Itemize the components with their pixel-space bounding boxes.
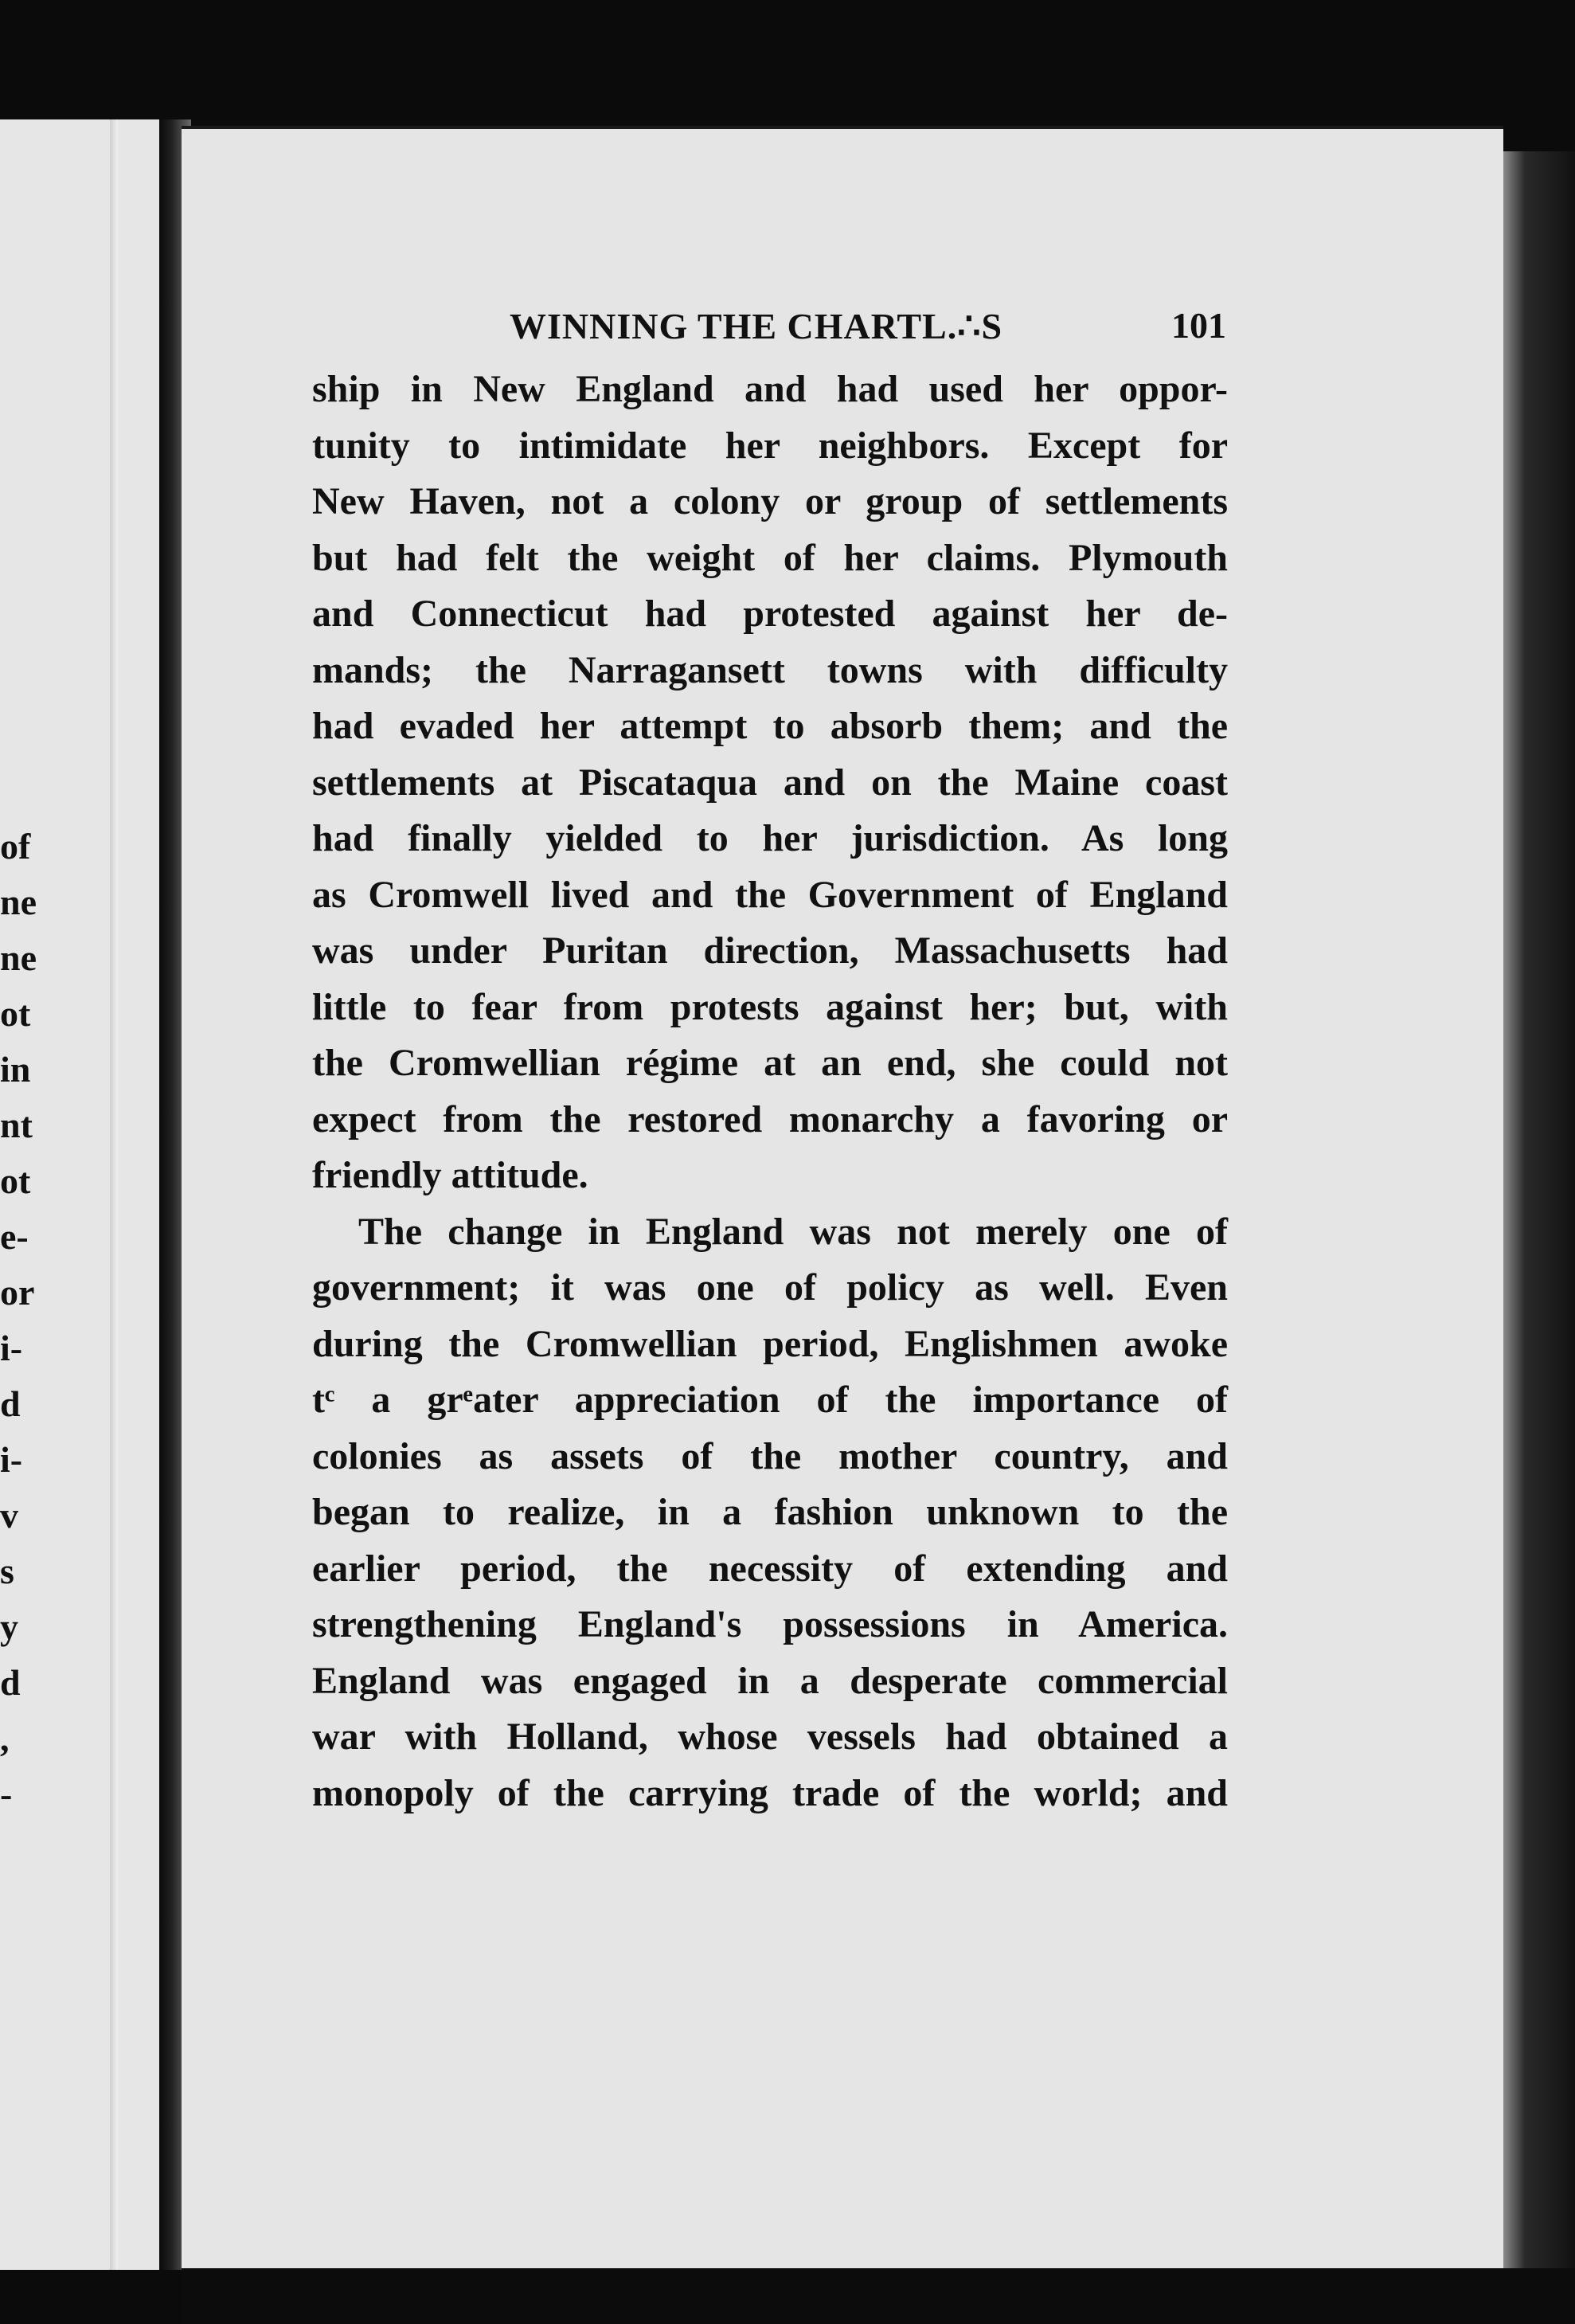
page-number: 101 bbox=[1171, 305, 1226, 346]
left-page-fragment: , bbox=[0, 1718, 10, 1759]
text-line: during the Cromwellian period, Englishmen awoke bbox=[312, 1322, 1228, 1365]
left-page-fragment: ne bbox=[0, 937, 37, 978]
left-page-fragment: ot bbox=[0, 993, 31, 1034]
left-page-fragment: i- bbox=[0, 1328, 23, 1368]
text-line: tunity to intimidate her neighbors. Except for bbox=[312, 424, 1228, 467]
left-page-fragment: e- bbox=[0, 1216, 29, 1257]
page-bottom-shadow bbox=[182, 2268, 1575, 2324]
text-line: was under Puritan direction, Massachusetts had bbox=[312, 929, 1228, 972]
text-line: colonies as assets of the mother country, and bbox=[312, 1434, 1228, 1477]
text-line: mands; the Narragansett towns with difficulty bbox=[312, 648, 1228, 691]
text-line: England was engaged in a desperate commercial bbox=[312, 1659, 1228, 1702]
left-page-fragment: d bbox=[0, 1383, 21, 1424]
text-line: monopoly of the carrying trade of the world; and bbox=[312, 1771, 1228, 1814]
text-line: strengthening England's possessions in America. bbox=[312, 1603, 1228, 1645]
left-page-fragment: d bbox=[0, 1662, 21, 1703]
running-header bbox=[510, 304, 1226, 352]
left-page-fragment: v bbox=[0, 1495, 18, 1536]
text-line: as Cromwell lived and the Government of England bbox=[312, 873, 1228, 916]
left-page-fragment: in bbox=[0, 1049, 31, 1090]
left-page-fragment: ne bbox=[0, 882, 37, 922]
left-page-fragment: of bbox=[0, 826, 31, 867]
text-line: little to fear from protests against her; but, with bbox=[312, 985, 1228, 1028]
left-page-fragment: or bbox=[0, 1272, 35, 1313]
text-line: The change in England was not merely one of bbox=[358, 1210, 1228, 1253]
left-page-fragment: y bbox=[0, 1606, 18, 1647]
text-line: war with Holland, whose vessels had obtained a bbox=[312, 1716, 1228, 1758]
text-line: but had felt the weight of her claims. Plymouth bbox=[312, 536, 1228, 579]
text-line: expect from the restored monarchy a favoring or bbox=[312, 1097, 1228, 1140]
running-head-title: WINNING THE CHARTL.∴S bbox=[510, 306, 1003, 346]
text-line: the Cromwellian régime at an end, she could not bbox=[312, 1042, 1228, 1084]
text-line: government; it was one of policy as well. Even bbox=[312, 1266, 1228, 1309]
text-line: ship in New England and had used her oppor- bbox=[312, 368, 1228, 410]
text-line: friendly attitude. bbox=[312, 1154, 588, 1196]
left-facing-page bbox=[0, 119, 164, 2270]
left-page-fragment: i- bbox=[0, 1439, 23, 1480]
text-line: had finally yielded to her jurisdiction. As long bbox=[312, 817, 1228, 859]
paragraph bbox=[312, 362, 1228, 1204]
text-line: tᶜ a grᵉater appreciation of the importance of bbox=[312, 1379, 1228, 1421]
left-page-fragment: nt bbox=[0, 1105, 33, 1145]
left-page-fragment: ot bbox=[0, 1160, 31, 1201]
text-line: New Haven, not a colony or group of settlements bbox=[312, 480, 1228, 522]
text-line: earlier period, the necessity of extending and bbox=[312, 1547, 1228, 1590]
text-line: began to realize, in a fashion unknown to the bbox=[312, 1491, 1228, 1533]
page-right-edge bbox=[1503, 151, 1575, 2302]
text-line: settlements at Piscataqua and on the Maine coast bbox=[312, 761, 1228, 804]
paragraph bbox=[312, 1204, 1228, 1822]
left-page-fragment: - bbox=[0, 1774, 13, 1814]
body-text bbox=[312, 362, 1228, 1821]
text-line: had evaded her attempt to absorb them; and the bbox=[312, 705, 1228, 747]
left-page-fragment: s bbox=[0, 1551, 14, 1591]
text-line: and Connecticut had protested against her de- bbox=[312, 593, 1228, 635]
left-page-edge bbox=[110, 119, 118, 2270]
